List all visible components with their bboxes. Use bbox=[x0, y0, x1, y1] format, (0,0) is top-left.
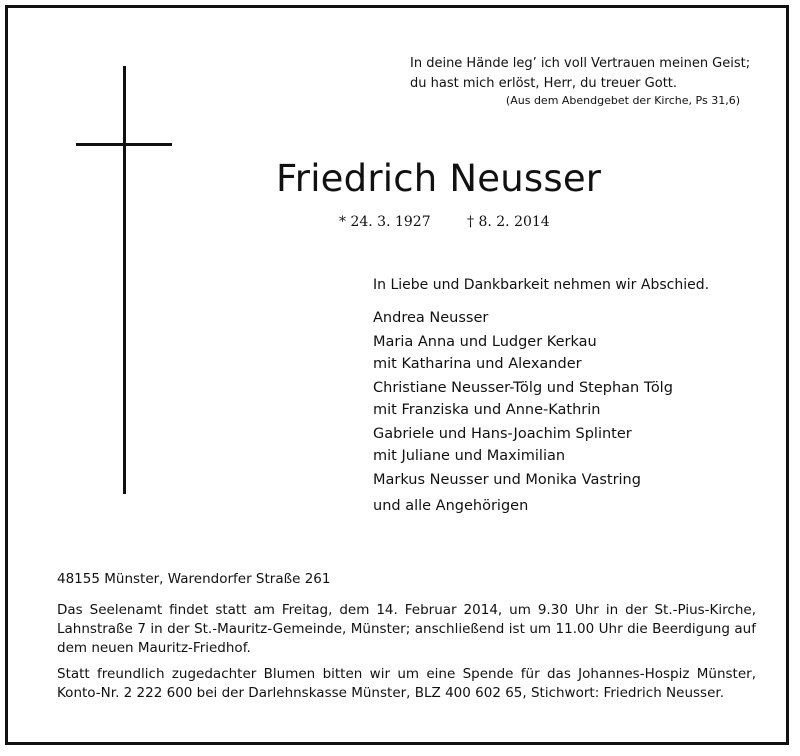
donation-notice: Statt freundlich zugedachter Blumen bitten wir um eine Spende für das Johannes-Hospiz Münster, Konto-Nr. 2 222 600 bei der Darlehnskasse Münster, BLZ 400 602 65, Stichwort: Friedrich Neusser. bbox=[57, 666, 756, 701]
psalm-verse bbox=[410, 54, 760, 94]
mourner-name: Maria Anna und Ludger Kerkau bbox=[373, 334, 597, 350]
funeral-notice: Das Seelenamt findet statt am Freitag, dem 14. Februar 2014, um 9.30 Uhr in der St.-Pius-Kirche, Lahnstraße 7 in der St.-Mauritz-Gemeinde, Münster; anschließend ist um 11.00 Uhr die Beerdigung auf dem neuen Mauritz-Friedhof. bbox=[57, 602, 756, 656]
mourner-name: und alle Angehörigen bbox=[373, 498, 529, 514]
family-address: 48155 Münster, Warendorfer Straße 261 bbox=[57, 571, 331, 587]
birth-date: * 24. 3. 1927 bbox=[339, 214, 431, 230]
mourner-entry bbox=[373, 469, 763, 491]
cross-icon bbox=[123, 66, 126, 494]
mourner-children: mit Franziska und Anne-Kathrin bbox=[373, 402, 601, 418]
mourner-children: mit Juliane und Maximilian bbox=[373, 448, 566, 464]
mourner-name: Andrea Neusser bbox=[373, 310, 489, 326]
mourner-name: Christiane Neusser-Tölg und Stephan Tölg bbox=[373, 380, 673, 396]
mourner-entry bbox=[373, 423, 763, 467]
psalm-verse-line: du hast mich erlöst, Herr, du treuer Gott. bbox=[410, 76, 678, 91]
obituary-notice bbox=[5, 5, 789, 745]
mourner-entry bbox=[373, 495, 763, 517]
mourner-entry bbox=[373, 307, 763, 329]
farewell-line: In Liebe und Dankbarkeit nehmen wir Abschied. bbox=[373, 277, 710, 293]
psalm-source: (Aus dem Abendgebet der Kirche, Ps 31,6) bbox=[505, 94, 740, 107]
death-date: † 8. 2. 2014 bbox=[467, 214, 550, 230]
mourners-list bbox=[373, 307, 763, 519]
psalm-verse-line: In deine Hände leg’ ich voll Vertrauen meinen Geist; bbox=[410, 56, 751, 71]
deceased-name: Friedrich Neusser bbox=[276, 157, 602, 200]
mourner-name: Markus Neusser und Monika Vastring bbox=[373, 472, 641, 488]
mourner-entry bbox=[373, 377, 763, 421]
mourner-entry bbox=[373, 331, 763, 375]
mourner-name: Gabriele und Hans-Joachim Splinter bbox=[373, 426, 632, 442]
cross-icon-bar bbox=[76, 143, 172, 146]
mourner-children: mit Katharina und Alexander bbox=[373, 356, 582, 372]
